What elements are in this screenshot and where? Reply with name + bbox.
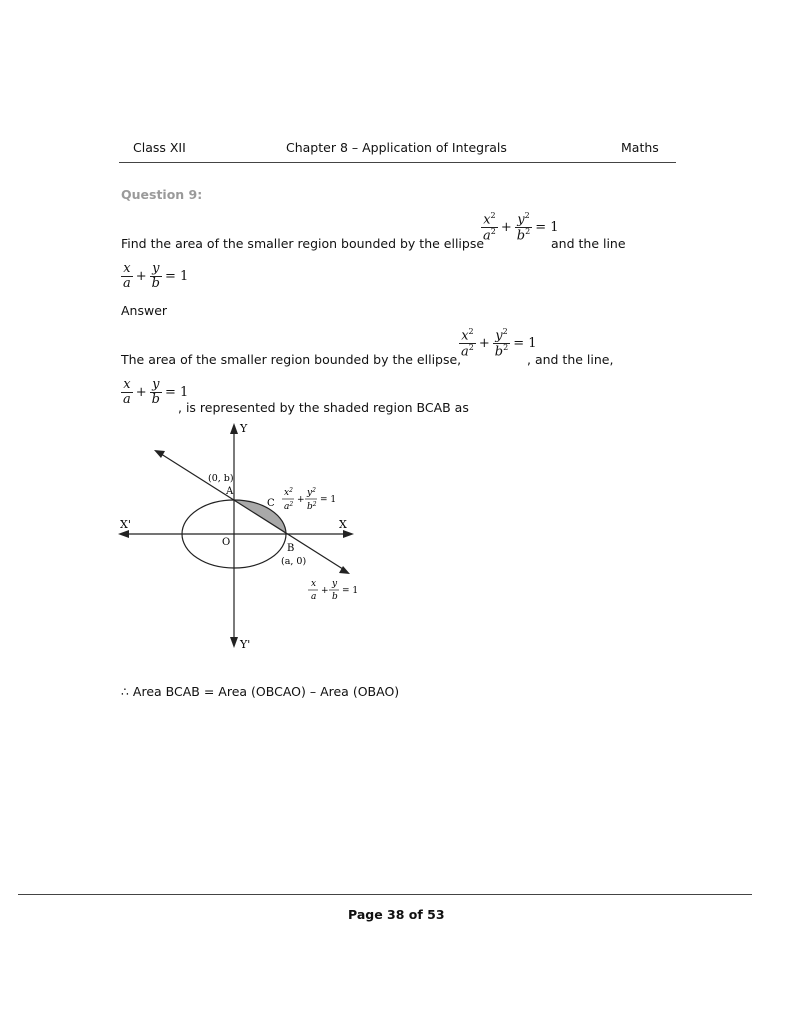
x-axis-label: X <box>339 518 347 531</box>
question-ellipse-equation: $\frac{x^2}{a^2}$ + $\frac{y^2}{b^2}$ = 1 <box>483 211 559 244</box>
x-axis-arrow-left <box>118 530 129 538</box>
point-b-coords: (a, 0) <box>281 556 307 567</box>
header-chapter-label: Chapter 8 – Application of Integrals <box>286 140 507 155</box>
answer-line1-before: The area of the smaller region bounded by the ellipse, <box>121 352 462 367</box>
question-line-equation: $\frac{x}{a}$ + $\frac{y}{b}$ = 1 <box>123 261 189 291</box>
answer-line-equation: $\frac{x}{a}$ + $\frac{y}{b}$ = 1 <box>123 377 189 407</box>
svg-text:a: a <box>311 592 317 602</box>
answer-line2-after: , is represented by the shaded region BCAB as <box>178 400 469 415</box>
y-neg-axis-label: Y' <box>240 638 251 651</box>
question-text-after: and the line <box>551 236 626 251</box>
answer-label: Answer <box>121 303 168 318</box>
svg-text:a2: $a^2$ <box>284 501 294 512</box>
footer-rule <box>18 894 752 895</box>
y-axis-arrow-down <box>230 637 238 648</box>
svg-text:x: x <box>311 579 317 589</box>
origin-label: O <box>222 537 231 548</box>
svg-text:= 1: = 1 <box>342 586 359 596</box>
header-subject-label: Maths <box>621 140 659 155</box>
ellipse-line-figure <box>110 418 380 658</box>
point-b-label: B <box>287 543 295 554</box>
svg-text:+: + <box>321 586 329 596</box>
svg-text:= 1: = 1 <box>320 495 337 505</box>
svg-text:b: b <box>332 592 338 602</box>
svg-text:+: + <box>297 495 305 505</box>
question-title: Question 9: <box>121 187 203 202</box>
point-c-label: C <box>267 498 275 509</box>
svg-text:y2: $y^2$ <box>307 487 316 498</box>
y-axis-label: Y <box>240 422 248 435</box>
line-arrow-upper <box>154 450 165 458</box>
header-rule <box>119 162 676 163</box>
svg-text:b2: $b^2$ <box>307 501 317 512</box>
answer-conclusion: ∴ Area BCAB = Area (OBCAO) – Area (OBAO) <box>121 684 400 699</box>
answer-line1-after: , and the line, <box>527 352 614 367</box>
point-a-coords: (0, b) <box>208 473 234 484</box>
question-text-before: Find the area of the smaller region bounded by the ellipse <box>121 236 485 251</box>
x-neg-axis-label: X' <box>120 518 131 531</box>
figure-line-equation <box>308 579 358 602</box>
y-axis-arrow-up <box>230 423 238 434</box>
page-number: Page 38 of 53 <box>348 907 445 922</box>
figure-ellipse-equation <box>282 487 336 512</box>
header-class-label: Class XII <box>133 140 186 155</box>
answer-ellipse-equation: $\frac{x^2}{a^2}$ + $\frac{y^2}{b^2}$ = 1 <box>461 327 537 360</box>
chord-line <box>158 452 346 571</box>
svg-text:y: y <box>332 579 338 589</box>
point-a-label: A <box>226 486 234 497</box>
svg-text:x2: $x^2$ <box>284 487 293 498</box>
eq-x: x <box>483 212 491 228</box>
x-axis-arrow-right <box>343 530 354 538</box>
